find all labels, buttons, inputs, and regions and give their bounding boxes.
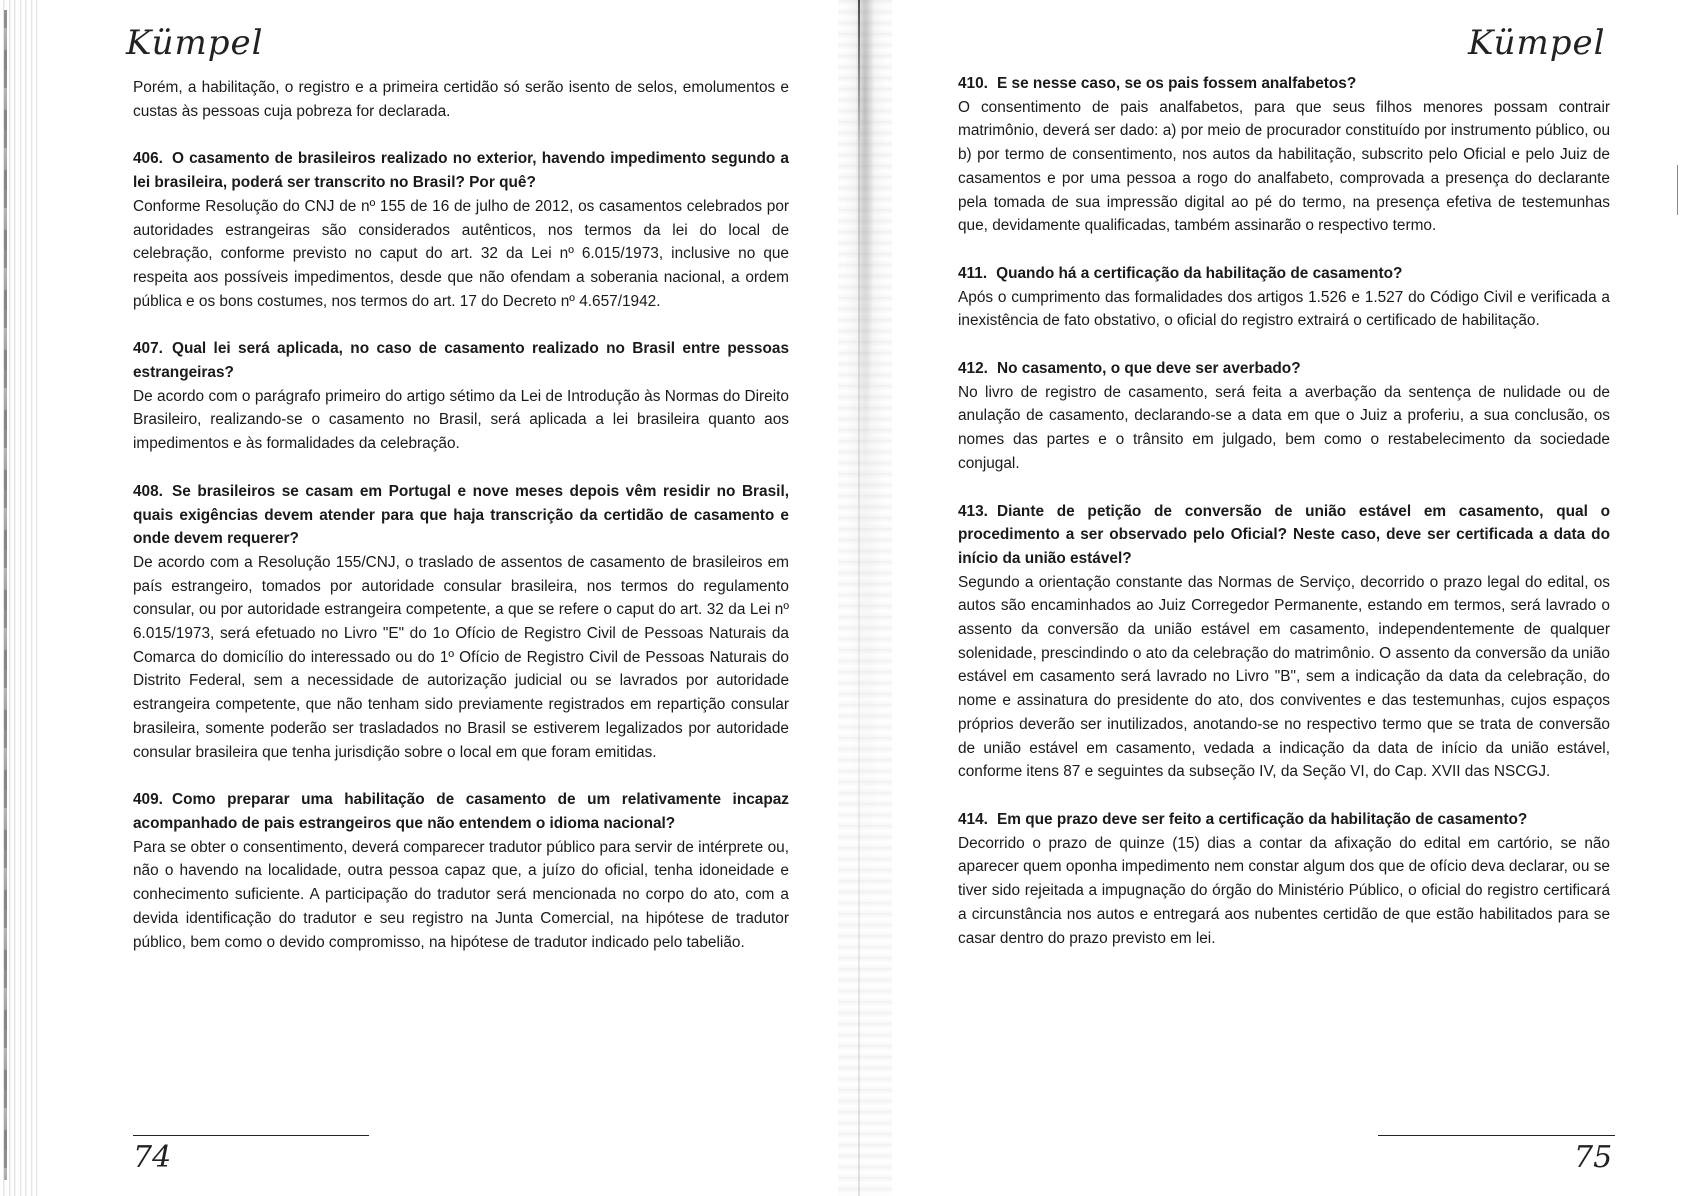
- logo-left: Kümpel: [126, 23, 264, 63]
- question-number: 408.: [133, 482, 163, 500]
- qa-item-410: [958, 72, 1610, 238]
- question-text: Qual lei será aplicada, no caso de casamento realizado no Brasil entre pessoas estrangeiras?: [133, 340, 789, 382]
- logo-right: Kümpel: [1468, 23, 1606, 63]
- question-text: Diante de petição de conversão de união estável em casamento, qual o procedimento a ser observado pelo Oficial? Neste caso, deve ser certificada a data do início da união estável?: [958, 502, 1610, 567]
- scan-mark: [1677, 165, 1678, 215]
- question-number: 406.: [133, 150, 163, 168]
- question-414: [958, 808, 1610, 832]
- question-413: [958, 500, 1610, 571]
- question-number: 413.: [958, 502, 988, 520]
- intro-paragraph: Porém, a habilitação, o registro e a primeira certidão só serão isento de selos, emolumentos e custas às pessoas cuja pobreza for declarada.: [133, 79, 789, 120]
- right-page: [958, 72, 1610, 950]
- question-number: 407.: [133, 340, 163, 358]
- answer-412: No livro de registro de casamento, será feita a averbação da sentença de nulidade ou de anulação de casamento, declarando-se a data em que o Juiz a proferiu, a sua conclusão, os nomes das partes e o trânsito em julgado, bem como o restabelecimento da sociedade conjugal.: [958, 383, 1610, 472]
- answer-414: Decorrido o prazo de quinze (15) dias a contar da afixação do edital em cartório, se não aparecer quem oponha impedimento nem constar algum dos que de ofício deva declarar, ou se tiver sido rejeitada a impugnação do órgão do Ministério Público, o oficial do registro certificará a circunstância nos autos e entregará aos nubentes certidão de que estão habilitados para se casar dentro do prazo previsto em lei.: [958, 834, 1610, 947]
- question-409: [133, 788, 789, 835]
- question-number: 410.: [958, 75, 988, 92]
- question-text: O casamento de brasileiros realizado no exterior, havendo impedimento segundo a lei brasileira, poderá ser transcrito no Brasil? Por quê?: [133, 150, 789, 192]
- page-number-left: 74: [133, 1140, 172, 1175]
- qa-item-413: [958, 500, 1610, 784]
- answer-410: O consentimento de pais analfabetos, para que seus filhos menores possam contrair matrimônio, deverá ser dado: a) por meio de procurador constituído por instrumento público, ou b) por termo de consentimento, nos autos da habilitação, subscrito pelo Oficial e pelo Juiz de casamentos e por uma pessoa a rogo do analfabeto, comprovada a presença do declarante pela tomada de sua impressão digital ao pé do termo, na presença efetiva de testemunhas que, devidamente qualificadas, também assinarão o respectivo termo.: [958, 98, 1610, 235]
- left-page: [133, 76, 789, 954]
- question-412: [958, 357, 1610, 381]
- answer-406: Conforme Resolução do CNJ de nº 155 de 16 de julho de 2012, os casamentos celebrados por autoridades estrangeiras são considerados autênticos, nos termos da lei do local de celebração, conforme previsto no caput do art. 32 da Lei nº 6.015/1973, inclusive no que respeita aos possíveis impedimentos, desde que não ofendam a soberania nacional, a ordem pública e os bons costumes, nos termos do art. 17 do Decreto nº 4.657/1942.: [133, 197, 789, 310]
- question-text: E se nesse caso, se os pais fossem analfabetos?: [996, 75, 1357, 92]
- footer-rule-right: [1378, 1135, 1615, 1136]
- answer-411: Após o cumprimento das formalidades dos artigos 1.526 e 1.527 do Código Civil e verificada a inexistência de fato obstativo, o oficial do registro extrairá o certificado de habilitação.: [958, 288, 1610, 330]
- answer-408: De acordo com a Resolução 155/CNJ, o traslado de assentos de casamento de brasileiros em país estrangeiro, tomados por autoridade consular brasileira, nos termos do regulamento consular, ou por autoridade estrangeira competente, a que se refere o caput do art. 32 da Lei nº 6.015/1973, será efetuado no Livro "E" do 1o Ofício de Registro Civil de Pessoas Naturais da Comarca do domicílio do interessado ou do 1º Ofício de Registro Civil de Pessoas Naturais do Distrito Federal, sem a necessidade de autorização judicial ou se lavrados por autoridade estrangeira competente, que não tenham sido previamente registrados em repartição consular brasileira, somente poderão ser trasladados no Brasil se estiverem legalizados por autoridade consular brasileira que tenha jurisdição sobre o local em que foram emitidas.: [133, 553, 789, 761]
- question-text: Quando há a certificação da habilitação de casamento?: [996, 264, 1403, 282]
- question-number: 412.: [958, 360, 988, 378]
- qa-item-411: [958, 262, 1610, 333]
- question-406: [133, 147, 789, 194]
- book-gutter: [838, 0, 892, 1196]
- question-number: 414.: [958, 810, 988, 828]
- question-408: [133, 480, 789, 551]
- qa-item-414: [958, 808, 1610, 950]
- question-text: Como preparar uma habilitação de casamento de um relativamente incapaz acompanhado de pais estrangeiros que não entendem o idioma nacional?: [133, 791, 789, 832]
- page-number-right: 75: [1574, 1140, 1613, 1175]
- answer-413: Segundo a orientação constante das Normas de Serviço, decorrido o prazo legal do edital, os autos são encaminhados ao Juiz Corregedor Permanente, estando em termos, será lavrado o assento da conversão da união estável em casamento, independentemente de qualquer solenidade, prescindindo o ato da celebração do matrimônio. O assento da conversão da união estável em casamento será lavrado no Livro "B", sem a indicação da data da celebração, do nome e assinatura do presidente do ato, dos conviventes e das testemunhas, cujos espaços próprios deverão ser inutilizados, anotando-se no respectivo termo que se trata de conversão de união estável em casamento, vedada a indicação da data de início da união estável, conforme itens 87 e seguintes da subseção IV, da Seção VI, do Cap. XVII das NSCGJ.: [958, 573, 1610, 781]
- page-edge-shadow: [0, 0, 42, 1196]
- answer-409: Para se obter o consentimento, deverá comparecer tradutor público para servir de intérprete ou, não o havendo na localidade, outra pessoa capaz que, a juízo do oficial, tenha idoneidade e conhecimento suficiente. A participação do tradutor será mencionada no corpo do ato, com a devida identificação do tradutor e seu registro na Junta Comercial, na hipótese de tradutor público, bem como o devido compromisso, na hipótese de tradutor indicado pelo tabelião.: [133, 838, 789, 951]
- question-407: [133, 337, 789, 384]
- qa-item-408: [133, 480, 789, 764]
- footer-rule-left: [133, 1135, 369, 1136]
- qa-item-406: [133, 147, 789, 313]
- question-number: 409.: [133, 791, 163, 809]
- qa-item-407: [133, 337, 789, 456]
- qa-item-409: [133, 788, 789, 954]
- qa-item-412: [958, 357, 1610, 476]
- question-text: Em que prazo deve ser feito a certificação da habilitação de casamento?: [996, 810, 1528, 828]
- question-text: Se brasileiros se casam em Portugal e nove meses depois vêm residir no Brasil, quais exigências devem atender para que haja transcrição da certidão de casamento e onde devem requerer?: [133, 482, 789, 548]
- question-411: [958, 262, 1610, 286]
- question-number: 411.: [958, 264, 988, 282]
- question-410: [958, 72, 1610, 96]
- question-text: No casamento, o que deve ser averbado?: [996, 360, 1301, 378]
- answer-407: De acordo com o parágrafo primeiro do artigo sétimo da Lei de Introdução às Normas do Direito Brasileiro, realizando-se o casamento no Brasil, será aplicada a lei brasileira quanto aos impedimentos e às formalidades da celebração.: [133, 387, 789, 453]
